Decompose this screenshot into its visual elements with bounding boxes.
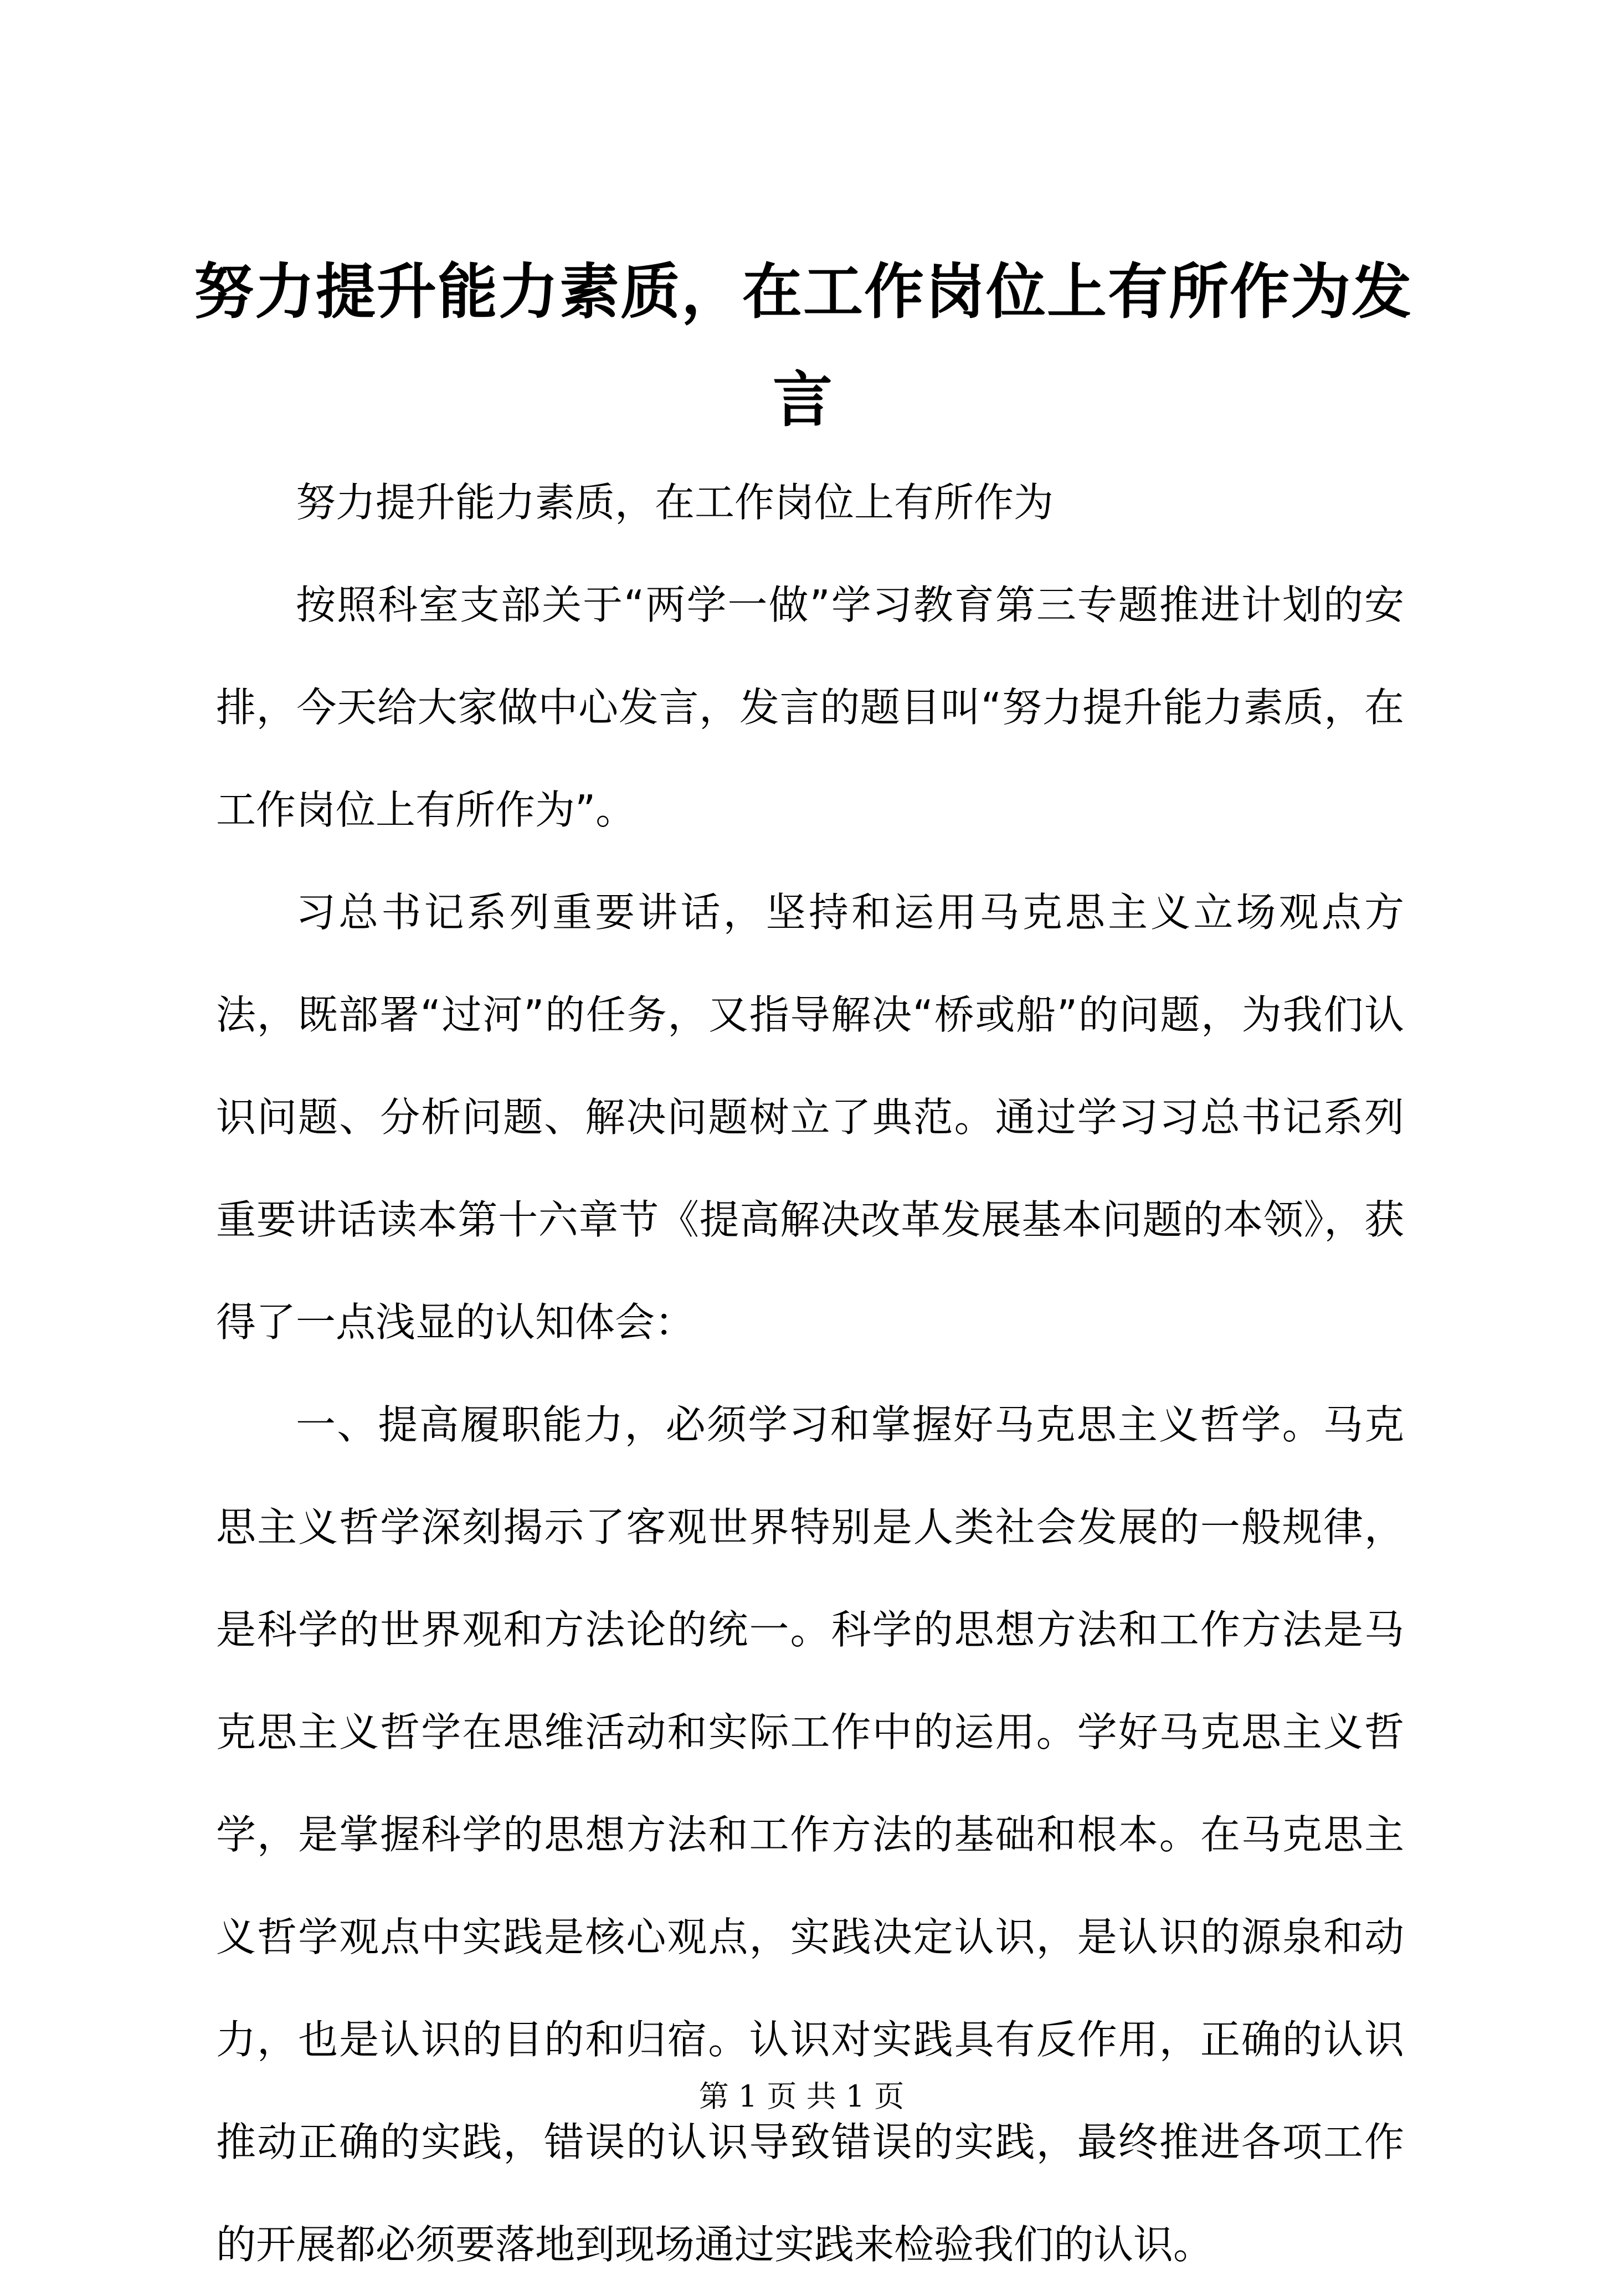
paragraph-intro: 按照科室支部关于“两学一做”学习教育第三专题推进计划的安排，今天给大家做中心发言，发言的题目叫“努力提升能力素质，在工作岗位上有所作为”。 bbox=[216, 582, 1404, 833]
document-body bbox=[216, 451, 1404, 2296]
paragraph-subtitle: 努力提升能力素质，在工作岗位上有所作为 bbox=[296, 479, 1054, 526]
page-footer: 第 1 页 共 1 页 bbox=[698, 2079, 905, 2114]
paragraph-point-one: 一、提高履职能力，必须学习和掌握好马克思主义哲学。马克思主义哲学深刻揭示了客观世界特别是人类社会发展的一般规律，是科学的世界观和方法论的统一。科学的思想方法和工作方法是马克思主义哲学在思维活动和实际工作中的运用。学好马克思主义哲学，是掌握科学的思想方法和工作方法的基础和根本。在马克思主义哲学观点中实践是核心观点，实践决定认识，是认识的源泉和动力，也是认识的目的和归宿。认识对实践具有反作用，正确的认识推动正确的实践，错误的认识导致错误的实践，最终推进各项工作的开展都必须要落地到现场通过实践来检验我们的认识。 bbox=[216, 1401, 1404, 2268]
paragraph-background: 习总书记系列重要讲话，坚持和运用马克思主义立场观点方法，既部署“过河”的任务，又指导解决“桥或船”的问题，为我们认识问题、分析问题、解决问题树立了典范。通过学习习总书记系列重要讲话读本第十六章节《提高解决改革发展基本问题的本领》，获得了一点浅显的认知体会： bbox=[216, 889, 1404, 1345]
page-title: 努力提升能力素质，在工作岗位上有所作为发言 bbox=[193, 257, 1412, 435]
